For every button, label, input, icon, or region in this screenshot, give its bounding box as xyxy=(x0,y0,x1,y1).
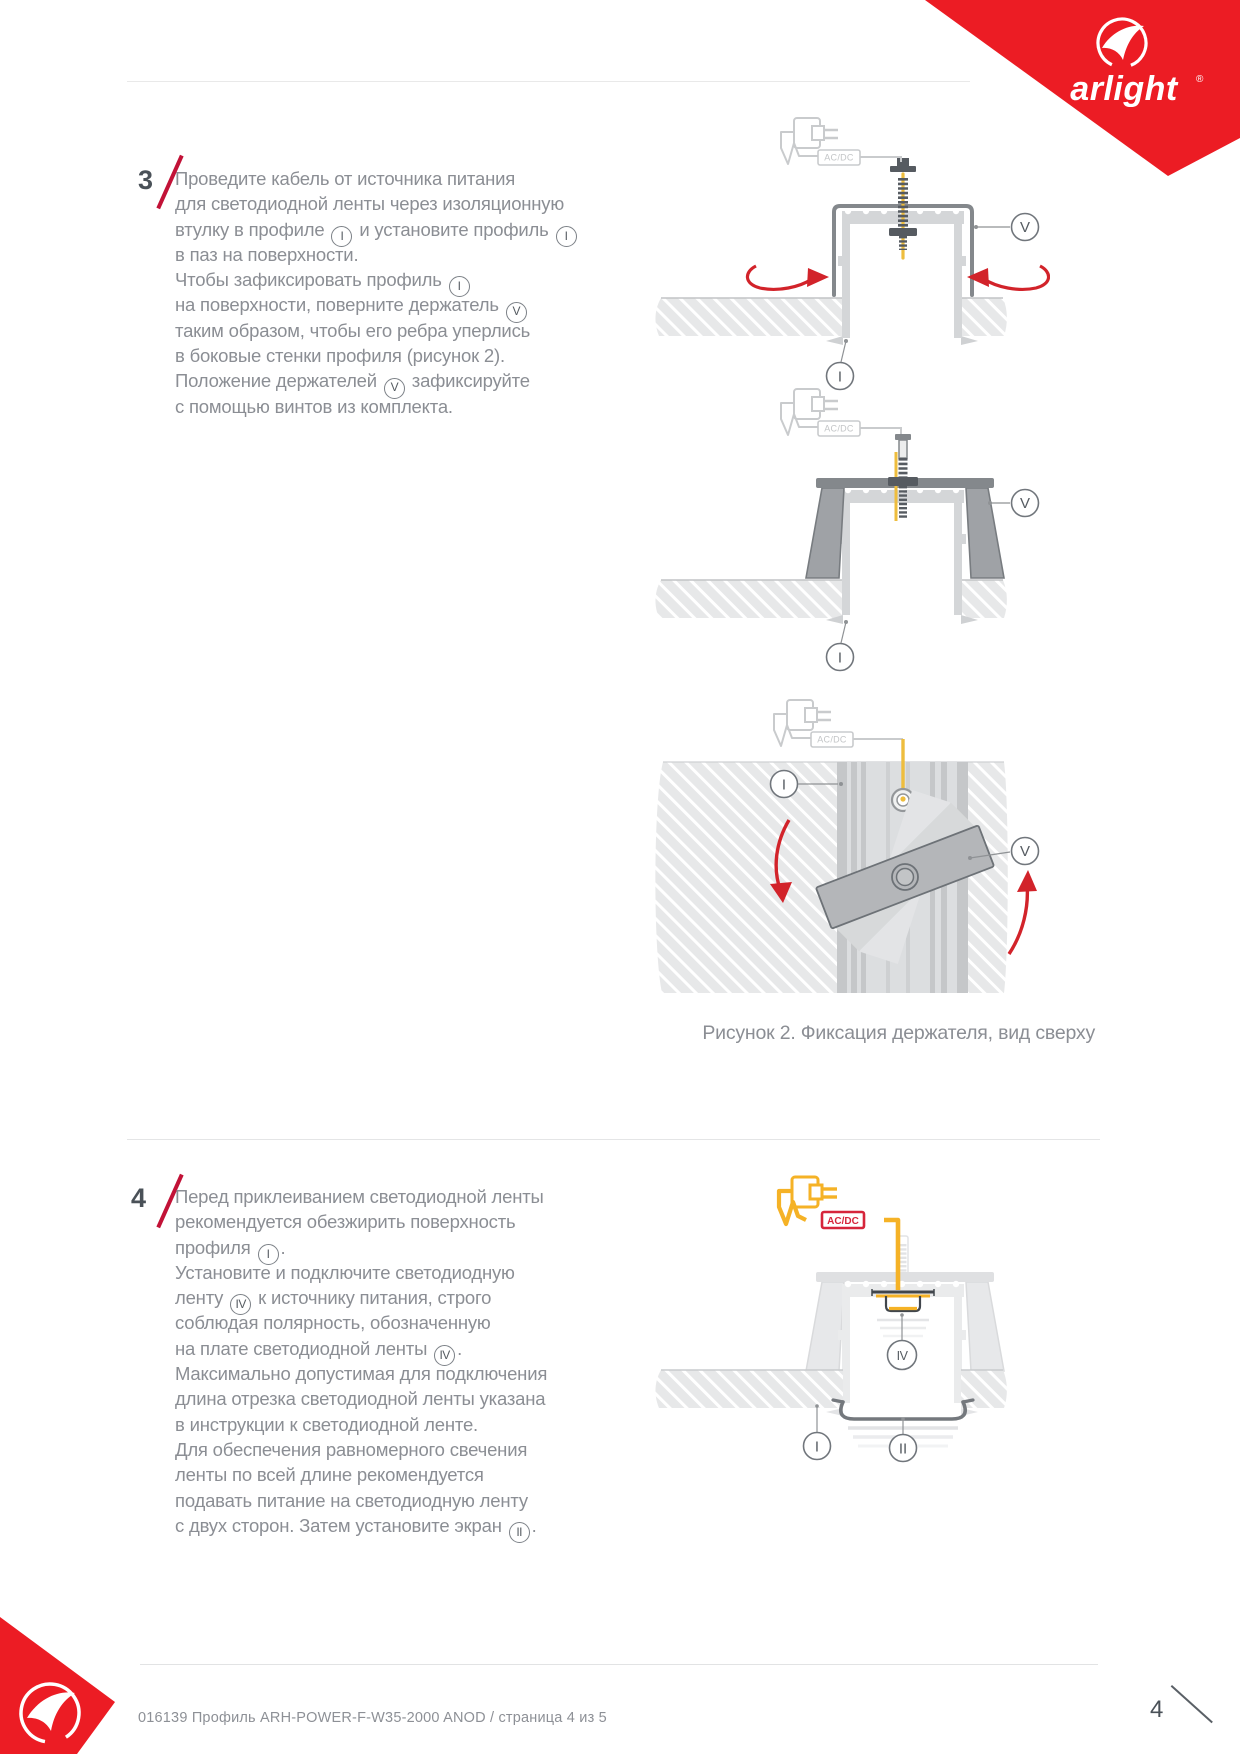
text-line: с двух сторон. Затем установите экран II . xyxy=(175,1513,547,1538)
text-line: на плате светодиодной ленты IV . xyxy=(175,1336,547,1361)
text-line: Максимально допустимая для подключения xyxy=(175,1363,548,1385)
led-strip-icon xyxy=(872,1289,934,1336)
label-holder xyxy=(988,490,1039,517)
top-divider xyxy=(127,81,970,82)
page-number-slash-icon xyxy=(1171,1685,1213,1723)
acdc-label: AC/DC xyxy=(824,423,854,434)
svg-text:I: I xyxy=(814,1438,820,1456)
inline-part-label: V xyxy=(506,302,527,323)
text-line: ленту IV к источнику питания, строго xyxy=(175,1285,547,1310)
text-line: втулку в профиле I и установите профиль I xyxy=(175,217,579,242)
text-line: с помощью винтов из комплекта. xyxy=(175,395,453,417)
surface-right xyxy=(961,580,1007,618)
svg-text:II: II xyxy=(898,1440,908,1458)
rotate-arrows xyxy=(747,266,1048,289)
profile-body xyxy=(838,487,966,615)
text-line: для светодиодной ленты через изоляционную xyxy=(175,193,565,215)
inline-part-label: I xyxy=(556,226,577,247)
svg-text:V: V xyxy=(1019,843,1031,860)
label-holder xyxy=(974,214,1039,241)
text-line: Перед приклеиванием светодиодной ленты xyxy=(175,1186,544,1207)
text-line: в инструкции к светодиодной ленте. xyxy=(175,1413,478,1435)
inline-part-label: I xyxy=(331,226,352,247)
brand-wordmark: arlight xyxy=(1070,70,1178,108)
text-line: Для обеспечения равномерного свечения xyxy=(175,1438,528,1460)
label-profile xyxy=(827,620,854,671)
surface-left xyxy=(655,1370,843,1408)
text-line: Чтобы зафиксировать профиль I xyxy=(175,267,579,292)
text-line: рекомендуется обезжирить поверхность xyxy=(175,1211,516,1233)
svg-text:I: I xyxy=(781,776,787,794)
text-line: соблюдая полярность, обозначенную xyxy=(175,1312,491,1334)
inline-part-label: I xyxy=(258,1244,279,1265)
brand-corner-banner-bottom xyxy=(0,1610,130,1754)
label-profile xyxy=(827,339,854,390)
text-line: Проведите кабель от источника питания xyxy=(175,168,516,189)
brand-reg-mark: ® xyxy=(1196,74,1204,85)
text-line: таким образом, чтобы его ребра уперлись xyxy=(175,319,531,341)
text-line: в боковые стенки профиля (рисунок 2). xyxy=(175,345,505,367)
acdc-label: AC/DC xyxy=(824,152,854,163)
text-line: длина отрезка светодиодной ленты указана xyxy=(175,1388,546,1410)
footer-divider xyxy=(140,1664,1098,1665)
section-divider xyxy=(127,1139,1100,1140)
surface-right xyxy=(961,298,1007,336)
diagram-profile-insertion xyxy=(655,118,1048,390)
step-4-diagram xyxy=(570,1160,1050,1480)
text-line: в паз на поверхности. xyxy=(175,243,359,265)
figure-caption: Рисунок 2. Фиксация держателя, вид сверху xyxy=(702,1022,1095,1044)
svg-text:I: I xyxy=(837,649,843,667)
acdc-label: AC/DC xyxy=(817,734,847,745)
svg-text:V: V xyxy=(1019,495,1031,512)
text-line: Положение держателей V зафиксируйте xyxy=(175,368,579,393)
label-screen xyxy=(890,1417,917,1461)
text-line: ленты по всей длине рекомендуется xyxy=(175,1464,484,1486)
svg-text:IV: IV xyxy=(896,1349,908,1363)
text-line: подавать питание на светодиодную ленту xyxy=(175,1489,528,1511)
svg-text:I: I xyxy=(837,368,843,386)
diagram-led-connection xyxy=(655,1177,1006,1462)
label-led xyxy=(888,1313,917,1369)
diagram-top-view xyxy=(655,700,1038,993)
text-line: профиля I . xyxy=(175,1235,547,1260)
inline-part-label: V xyxy=(384,378,405,399)
step-4-number: 4 xyxy=(131,1183,147,1213)
step-3-diagrams xyxy=(570,100,1050,1005)
text-line: на поверхности, поверните держатель V xyxy=(175,292,579,317)
screw-icon xyxy=(888,434,918,521)
inline-part-label: IV xyxy=(230,1294,251,1315)
step-3-text xyxy=(175,166,579,419)
inline-part-label: IV xyxy=(434,1345,455,1366)
text-line: Установите и подключите светодиодную xyxy=(175,1261,515,1283)
diagram-holder-fixed xyxy=(655,389,1038,671)
step-3-number: 3 xyxy=(138,165,154,195)
step-4-text xyxy=(175,1184,547,1538)
surface-left xyxy=(655,298,843,336)
label-profile xyxy=(804,1404,831,1459)
svg-text:V: V xyxy=(1019,219,1031,236)
surface-left xyxy=(655,580,843,618)
acdc-label: AC/DC xyxy=(827,1216,859,1227)
page-number: 4 xyxy=(1150,1696,1164,1723)
inline-part-label: I xyxy=(449,276,470,297)
inline-part-label: II xyxy=(509,1522,530,1543)
footer-doc-line: 016139 Профиль ARH-POWER-F-W35-2000 ANOD / страница 4 из 5 xyxy=(138,1710,607,1726)
